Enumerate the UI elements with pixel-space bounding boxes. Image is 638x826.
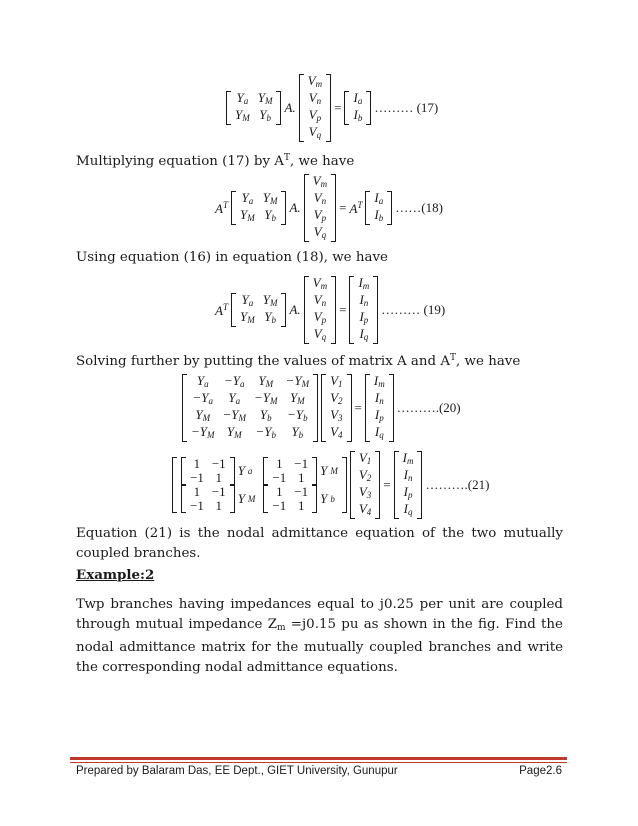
equation-19: $A^T$ $Y_a$ $Y_M$ $Y_M$ $Y_b$ A. $V_m$ $V_n$ $V_p$ $V_q$ = $I_m$ $I_n$ $I_p$ $I_q$ ……… (19): [215, 275, 446, 342]
equation-17: $Y_a$ $Y_M$ $Y_M$ $Y_b$ A. $V_m$ $V_n$ $V_p$ $V_q$ = $I_a$ $I_b$ ……… (17): [226, 74, 438, 142]
equation-21: 1 −1 −1 1 Y a 1 −1 −1 1 Y M 1 −1 −1 1 Y M 1 −1 −1 1 Y b $V_1$ $V_2$ $V_3$ $V_4$ = $I_m$ $I_n$ $I_p$ $I_q$ ……….(21): [172, 451, 489, 519]
equation-tag: ……….(20): [396, 400, 461, 415]
paragraph-5: Twp branches having impedances equal to j0.25 per unit are coupled through mutual impedance $Z_m =j0.15$ pu as shown in the fig. Find the nodal admittance matrix for the mutually coupled branches and write the corresponding nodal admittance equations.: [76, 597, 563, 675]
equation-18: $A^T$ $Y_a$ $Y_M$ $Y_M$ $Y_b$ A. $V_m$ $V_n$ $V_p$ $V_q$ = $A^T$ $I_a$ $I_b$ ……(18): [215, 173, 443, 240]
equation-tag: ……….(21): [425, 477, 490, 492]
equation-tag: ……(18): [395, 200, 443, 215]
expanded-matrix: $Y_a$ $-Y_a$ $Y_M$ $-Y_M$ $-Y_a$ $Y_a$ $-Y_M$ $Y_M$ $Y_M$ $-Y_M$ $Y_b$ $-Y_b$ $-Y_M$ $Y_M$ $-Y_b$ $Y_b$: [182, 374, 318, 442]
voltage-vector: $V_m$ $V_n$ $V_p$ $V_q$: [299, 74, 331, 142]
current-vector: $I_a$ $I_b$: [344, 91, 371, 125]
example-heading: Example:2: [76, 567, 155, 583]
footer-rule-thin: [70, 762, 567, 763]
paragraph-3: Solving further by putting the values of matrix A and $A^T$, we have: [76, 353, 521, 369]
equation-tag: ……… (19): [381, 302, 446, 317]
paragraph-1: Multiplying equation (17) by $A^T$, we have: [76, 153, 355, 169]
admittance-matrix: $Y_a$ $Y_M$ $Y_M$ $Y_b$: [226, 91, 281, 125]
block-matrix: 1 −1 −1 1 Y a 1 −1 −1 1 Y M 1 −1 −1 1 Y M 1 −1 −1 1 Y b: [172, 457, 347, 513]
equation-20: $Y_a$ $-Y_a$ $Y_M$ $-Y_M$ $-Y_a$ $Y_a$ $-Y_M$ $Y_M$ $Y_M$ $-Y_M$ $Y_b$ $-Y_b$ $-Y_M$ $Y_M$ $-Y_b$ $Y_b$ $V_1$ $V_2$ $V_3$ $V_4$ = $I_m$ $I_n$ $I_p$ $I_q$ ……….(20): [182, 374, 461, 442]
paragraph-4: Equation (21) is the nodal admittance equation of the two mutually coupled branches.: [76, 526, 563, 561]
footer-left: Prepared by Balaram Das, EE Dept., GIET University, Gunupur: [76, 765, 398, 777]
paragraph-2: Using equation (16) in equation (18), we have: [76, 250, 388, 265]
footer-rule: [70, 757, 567, 760]
equation-tag: ……… (17): [374, 100, 439, 115]
page-number: Page2.6: [519, 765, 562, 777]
